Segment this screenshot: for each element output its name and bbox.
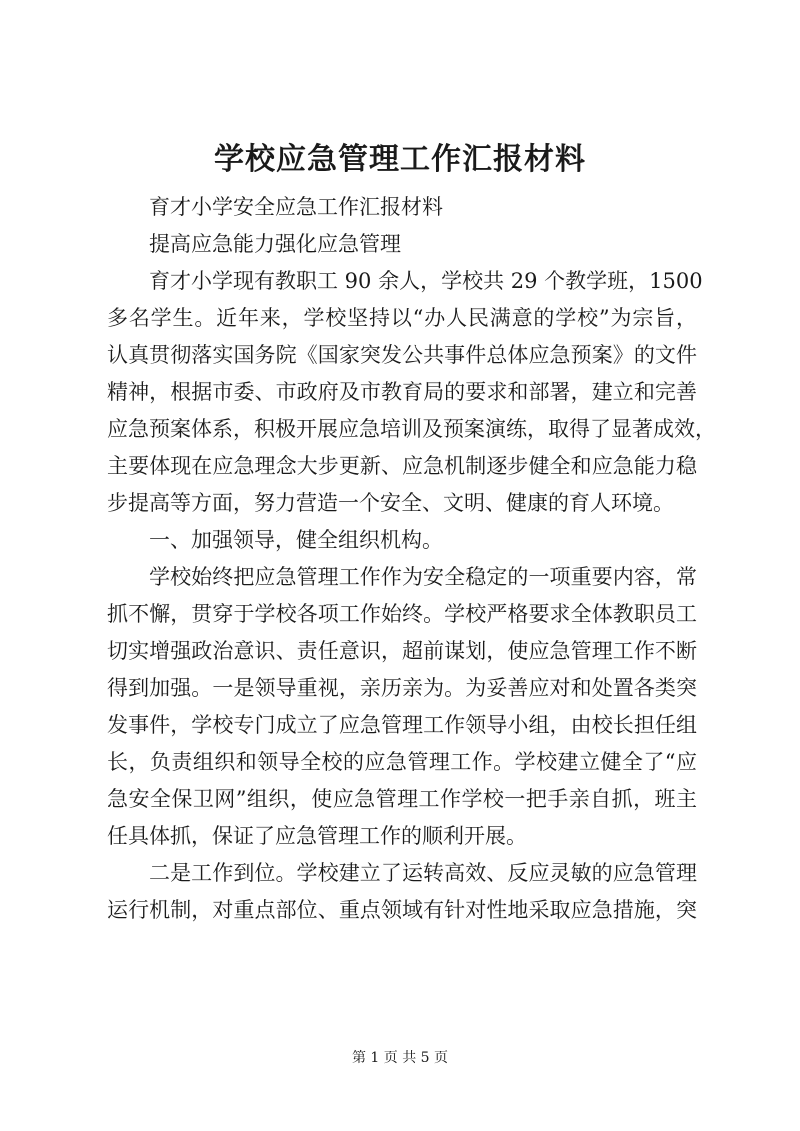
paragraph-line: 步提高等方面，努力营造一个安全、文明、健康的育人环境。 [107, 491, 674, 515]
subtitle-line: 育才小学安全应急工作汇报材料 [149, 195, 443, 219]
paragraph-line: 长，负责组织和领导全校的应急管理工作。学校建立健全了“应 [107, 750, 697, 774]
paragraph-line: 育才小学现有教职工 90 余人，学校共 29 个教学班，1500 [149, 269, 703, 293]
paragraph-line: 运行机制，对重点部位、重点领域有针对性地采取应急措施，突 [107, 898, 697, 922]
paragraph-line: 应急预案体系，积极开展应急培训及预案演练，取得了显著成效， [107, 417, 716, 441]
page-footer: 第 1 页 共 5 页 [351, 1050, 449, 1066]
paragraph-line: 任具体抓，保证了应急管理工作的顺利开展。 [107, 824, 527, 848]
document-title: 学校应急管理工作汇报材料 [214, 142, 586, 177]
paragraph-line: 学校始终把应急管理工作作为安全稳定的一项重要内容，常 [149, 565, 697, 589]
paragraph-line: 精神，根据市委、市政府及市教育局的要求和部署，建立和完善 [107, 380, 697, 404]
document-body [107, 189, 716, 929]
paragraph-line: 认真贯彻落实国务院《国家突发公共事件总体应急预案》的文件 [107, 343, 697, 367]
paragraph-line: 抓不懈，贯穿于学校各项工作始终。学校严格要求全体教职员工 [107, 602, 697, 626]
subtitle-line: 提高应急能力强化应急管理 [149, 232, 401, 256]
paragraph-line: 得到加强。一是领导重视，亲历亲为。为妥善应对和处置各类突 [107, 676, 697, 700]
section-heading: 一、加强领导，健全组织机构。 [149, 528, 443, 552]
paragraph-line: 切实增强政治意识、责任意识，超前谋划，使应急管理工作不断 [107, 639, 697, 663]
paragraph-line: 主要体现在应急理念大步更新、应急机制逐步健全和应急能力稳 [107, 454, 697, 478]
paragraph-line: 多名学生。近年来，学校坚持以“办人民满意的学校”为宗旨， [107, 306, 697, 330]
paragraph-line: 发事件，学校专门成立了应急管理工作领导小组，由校长担任组 [107, 713, 697, 737]
paragraph-line: 二是工作到位。学校建立了运转高效、反应灵敏的应急管理 [149, 861, 697, 885]
paragraph-line: 急安全保卫网”组织，使应急管理工作学校一把手亲自抓，班主 [107, 787, 697, 811]
